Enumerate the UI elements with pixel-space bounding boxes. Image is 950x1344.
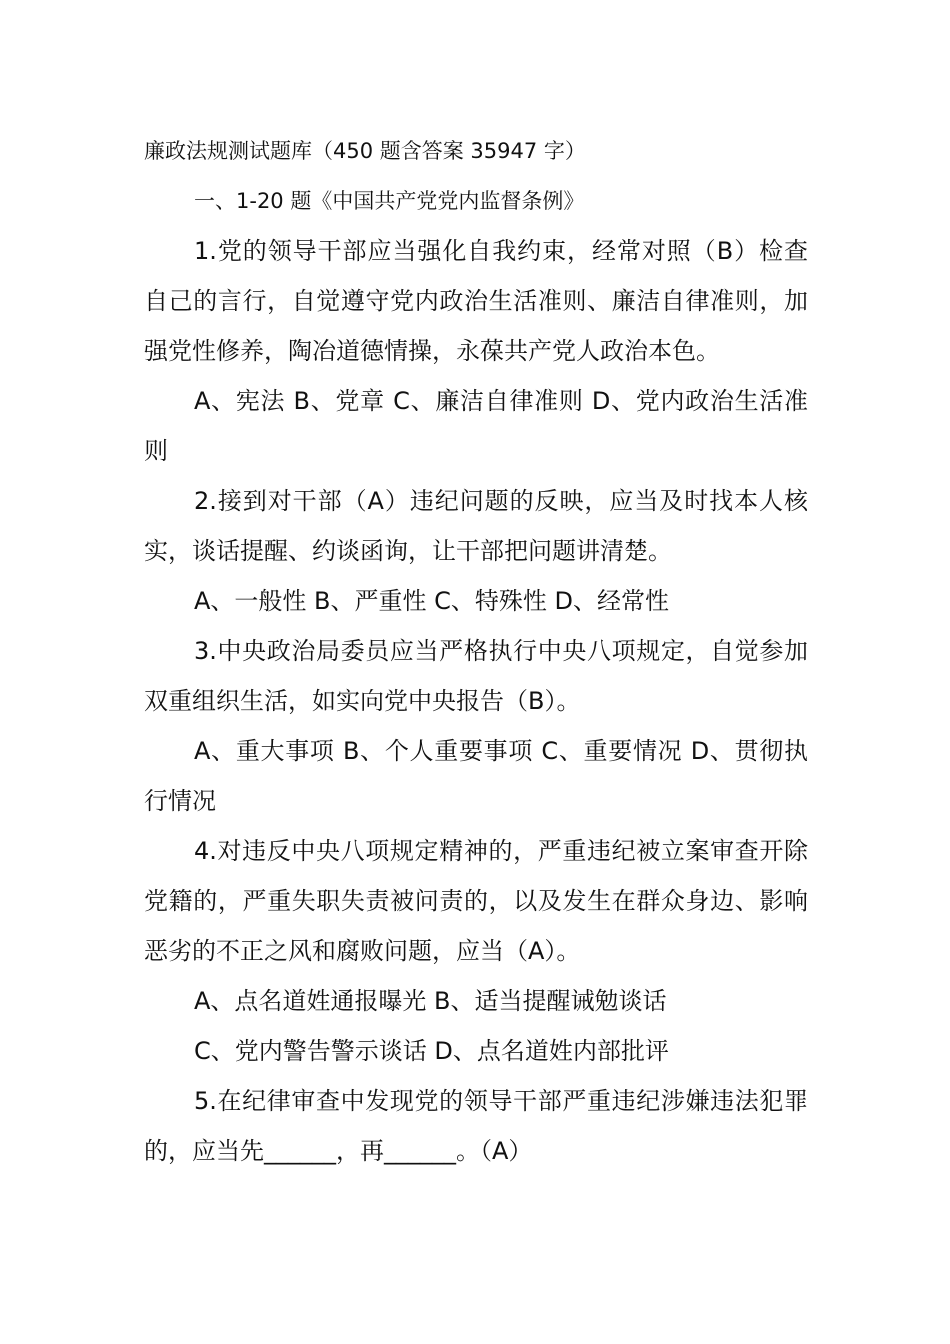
question-4-options-line-2: C、党内警告警示谈话 D、点名道姓内部批评 bbox=[194, 1037, 669, 1065]
section-heading: 一、1-20 题《中国共产党党内监督条例》 bbox=[194, 189, 585, 213]
question-2: 2.接到对干部（A）违纪问题的反映，应当及时找本人核实，谈话提醒、约谈函询，让干部把问题讲清楚。 bbox=[144, 487, 808, 565]
question-4: 4.对违反中央八项规定精神的，严重违纪被立案审查开除党籍的，严重失职失责被问责的，以及发生在群众身边、影响恶劣的不正之风和腐败问题，应当（A）。 bbox=[144, 837, 808, 965]
document-body bbox=[144, 226, 808, 1176]
question-3: 3.中央政治局委员应当严格执行中央八项规定，自觉参加双重组织生活，如实向党中央报告（B）。 bbox=[144, 637, 808, 715]
question-2-options: A、一般性 B、严重性 C、特殊性 D、经常性 bbox=[194, 587, 670, 615]
question-1: 1.党的领导干部应当强化自我约束，经常对照（B）检查自己的言行，自觉遵守党内政治生活准则、廉洁自律准则，加强党性修养，陶冶道德情操，永葆共产党人政治本色。 bbox=[144, 237, 808, 365]
question-3-options: A、重大事项 B、个人重要事项 C、重要情况 D、贯彻执行情况 bbox=[144, 737, 808, 815]
document-title: 廉政法规测试题库（450 题含答案 35947 字） bbox=[144, 139, 586, 163]
question-1-options: A、宪法 B、党章 C、廉洁自律准则 D、党内政治生活准则 bbox=[144, 387, 808, 465]
question-5: 5.在纪律审查中发现党的领导干部严重违纪涉嫌违法犯罪的，应当先______，再______。（A） bbox=[144, 1087, 808, 1165]
question-4-options-line-1: A、点名道姓通报曝光 B、适当提醒诫勉谈话 bbox=[194, 987, 667, 1015]
